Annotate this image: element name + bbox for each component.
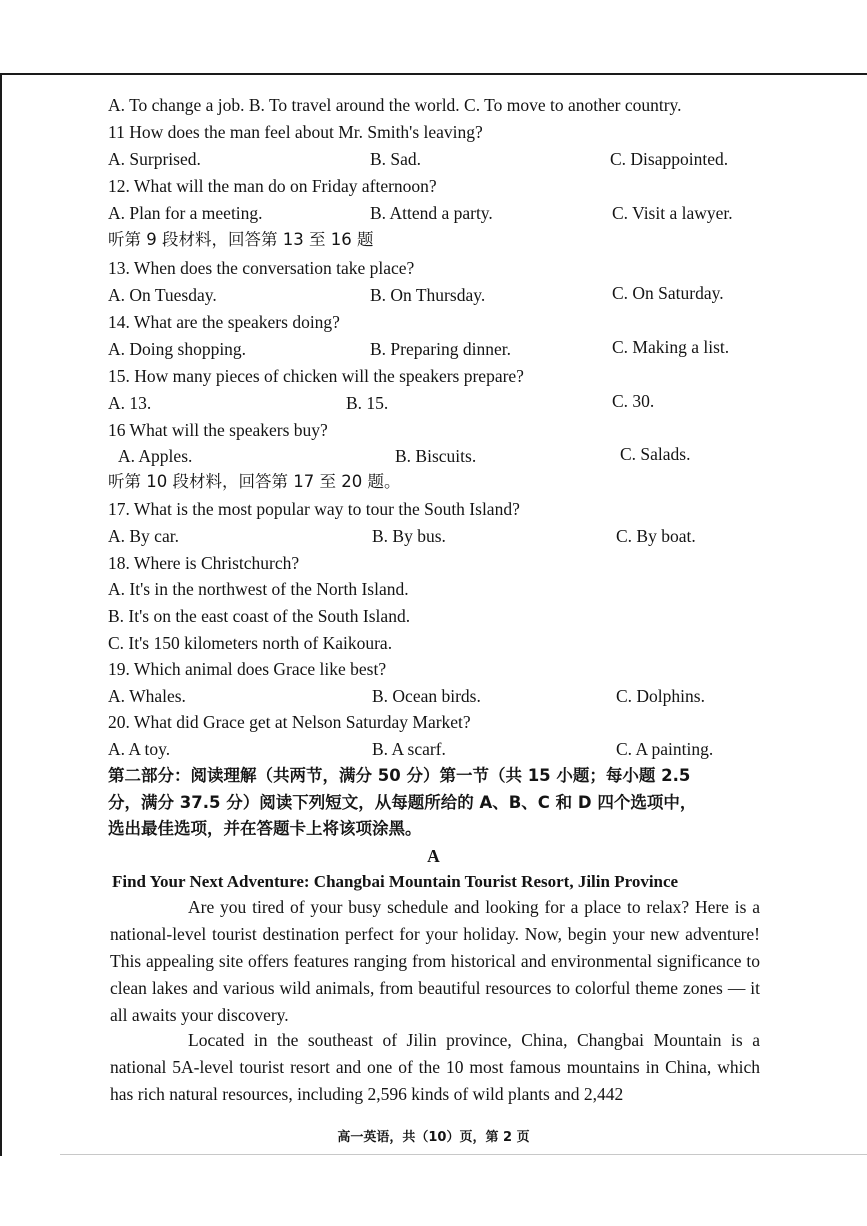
part2-heading-line1: 第二部分：阅读理解（共两节，满分 50 分）第一节（共 15 小题；每小题 2.5 xyxy=(108,766,691,785)
q19-option-b: B. Ocean birds. xyxy=(372,686,481,706)
passage-paragraph-1: Are you tired of your busy schedule and looking for a place to relax? Here is a national-level tourist destination perfect for your holiday. Now, begin your new adventure! This appealing site offers features ranging from historical and environmental significance to clean lakes and various wild animals, from beautiful resources to colorful theme zones — it all awaits your discovery. xyxy=(110,897,760,1025)
page-left-border xyxy=(0,73,2,1156)
part2-heading-line2: 分，满分 37.5 分）阅读下列短文，从每题所给的 A、B、C 和 D 四个选项中， xyxy=(108,793,697,812)
q11-option-b: B. Sad. xyxy=(370,149,422,169)
q13-option-c: C. On Saturday. xyxy=(612,283,724,303)
q16-question: 16 What will the speakers buy? xyxy=(108,420,328,440)
q12-option-c: C. Visit a lawyer. xyxy=(612,203,733,223)
q12-option-b: B. Attend a party. xyxy=(370,203,493,223)
q20-question: 20. What did Grace get at Nelson Saturday Market? xyxy=(108,712,471,732)
q12-question: 12. What will the man do on Friday afternoon? xyxy=(108,176,437,196)
page-footer: 高一英语，共（10）页，第 2 页 xyxy=(337,1130,530,1145)
q16-option-b: B. Biscuits. xyxy=(395,446,477,466)
passage-paragraph-2: Located in the southeast of Jilin province, China, Changbai Mountain is a national 5A-level tourist resort and one of the 10 most famous mountains in China, which has rich natural resources, including 2,596 kinds of wild plants and 2,442 xyxy=(110,1030,760,1104)
q11-option-c: C. Disappointed. xyxy=(610,149,729,169)
q15-question: 15. How many pieces of chicken will the speakers prepare? xyxy=(108,366,524,386)
q15-option-b: B. 15. xyxy=(346,393,389,413)
q15-option-a: A. 13. xyxy=(108,393,152,413)
q18-question: 18. Where is Christchurch? xyxy=(108,553,300,573)
q20-option-a: A. A toy. xyxy=(108,739,171,759)
q14-option-a: A. Doing shopping. xyxy=(108,339,247,359)
q19-option-c: C. Dolphins. xyxy=(616,686,705,706)
q15-option-c: C. 30. xyxy=(612,391,655,411)
page-top-border xyxy=(0,73,867,75)
q12-option-a: A. Plan for a meeting. xyxy=(108,203,263,223)
section-9-instruction: 听第 9 段材料，回答第 13 至 16 题 xyxy=(108,230,374,249)
q19-option-a: A. Whales. xyxy=(108,686,186,706)
q14-option-c: C. Making a list. xyxy=(612,337,730,357)
q16-option-c: C. Salads. xyxy=(620,444,691,464)
q18-option-c: C. It's 150 kilometers north of Kaikoura. xyxy=(108,633,393,653)
part2-heading-line3: 选出最佳选项，并在答题卡上将该项涂黑。 xyxy=(108,819,422,838)
q14-option-b: B. Preparing dinner. xyxy=(370,339,511,359)
q20-option-c: C. A painting. xyxy=(616,739,714,759)
q17-question: 17. What is the most popular way to tour the South Island? xyxy=(108,499,520,519)
q17-option-b: B. By bus. xyxy=(372,526,446,546)
q14-question: 14. What are the speakers doing? xyxy=(108,312,340,332)
q19-question: 19. Which animal does Grace like best? xyxy=(108,659,387,679)
q11-option-a: A. Surprised. xyxy=(108,149,201,169)
q11-question: 11 How does the man feel about Mr. Smith's leaving? xyxy=(108,122,483,142)
q17-option-a: A. By car. xyxy=(108,526,179,546)
q13-option-b: B. On Thursday. xyxy=(370,285,486,305)
q18-option-a: A. It's in the northwest of the North Island. xyxy=(108,579,409,599)
q13-question: 13. When does the conversation take place? xyxy=(108,258,415,278)
passage-letter: A xyxy=(427,846,440,866)
q17-option-c: C. By boat. xyxy=(616,526,696,546)
q13-option-a: A. On Tuesday. xyxy=(108,285,217,305)
footer-divider xyxy=(60,1154,867,1155)
section-10-instruction: 听第 10 段材料，回答第 17 至 20 题。 xyxy=(108,472,401,491)
passage-title: Find Your Next Adventure: Changbai Mountain Tourist Resort, Jilin Province xyxy=(112,872,679,891)
q18-option-b: B. It's on the east coast of the South Island. xyxy=(108,606,411,626)
q20-option-b: B. A scarf. xyxy=(372,739,446,759)
q16-option-a: A. Apples. xyxy=(118,446,193,466)
q10-options: A. To change a job. B. To travel around the world. C. To move to another country. xyxy=(108,95,682,115)
